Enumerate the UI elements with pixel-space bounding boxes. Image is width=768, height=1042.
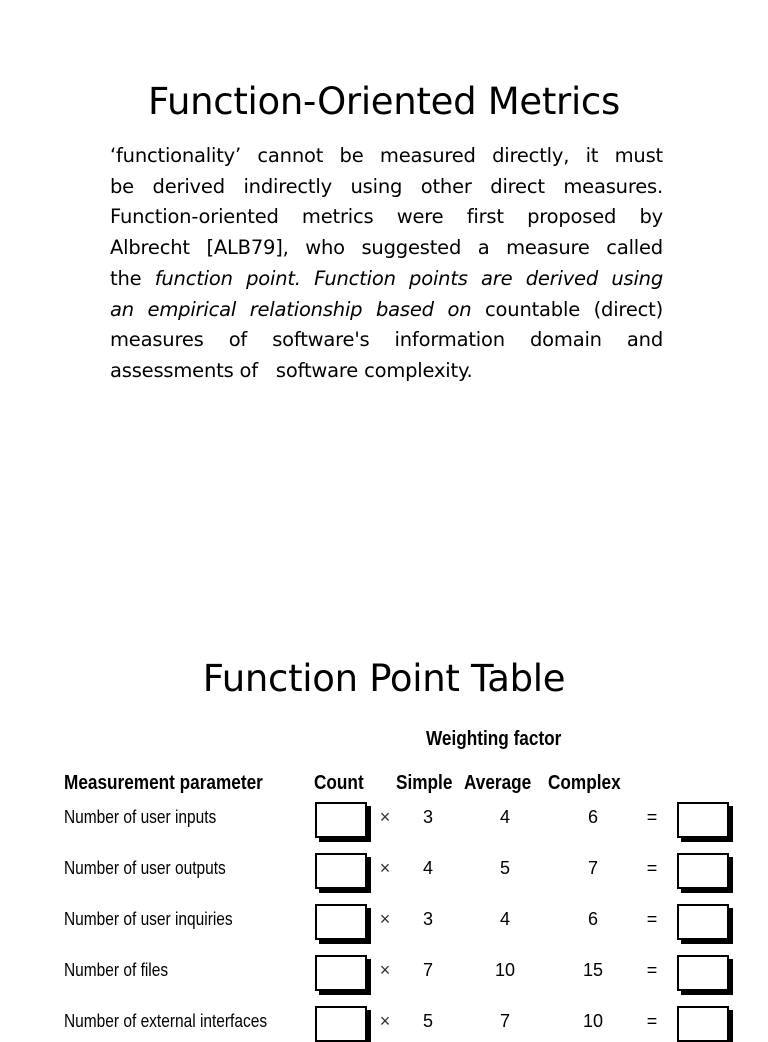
text-segment: ‘functionality’ cannot be measured directly, it must [110,144,663,167]
row-label: Number of user inputs [64,807,217,827]
paragraph-line [110,172,663,203]
text-segment: measures of software's information domain and [110,328,663,352]
count-input-box[interactable] [315,802,367,838]
complex-weight: 7 [587,858,598,878]
equals-symbol: = [646,807,658,827]
text-segment: the [110,266,155,290]
complex-weight: 10 [582,1011,604,1031]
simple-weight: 3 [422,909,433,929]
row-label: Number of external interfaces [64,1011,268,1031]
simple-weight: 4 [422,858,433,878]
paragraph-line [110,233,663,264]
row-label: Number of user inquiries [64,909,233,929]
average-weight: 4 [499,909,510,929]
complex-weight: 6 [587,807,598,827]
count-input-box[interactable] [315,853,367,889]
result-box[interactable] [677,853,729,889]
count-header: Count [314,772,364,794]
paragraph-line [110,141,663,172]
paragraph-line [110,264,663,295]
complex-header: Complex [548,772,621,794]
equals-symbol: = [646,909,658,929]
simple-weight: 3 [422,807,433,827]
average-weight: 4 [499,807,510,827]
times-symbol: × [379,1011,391,1031]
simple-weight: 5 [422,1011,433,1031]
result-box[interactable] [677,904,729,940]
text-segment: assessments of software complexity. [110,358,473,382]
average-weight: 10 [494,960,516,980]
slide-title: Function-Oriented Metrics [148,80,620,123]
italic-text: an empirical relationship based on [110,297,472,321]
result-box[interactable] [677,802,729,838]
text-segment: Function-oriented metrics were first proposed by [110,205,663,229]
simple-weight: 7 [422,960,433,980]
row-label: Number of user outputs [64,858,226,878]
weighting-factor-header: Weighting factor [426,728,562,750]
complex-weight: 6 [587,909,598,929]
text-segment: countable (direct) [471,297,663,321]
equals-symbol: = [646,960,658,980]
paragraph-line [110,325,663,356]
text-segment: be derived indirectly using other direct measures. [110,174,663,198]
count-input-box[interactable] [315,1006,367,1042]
simple-header: Simple [396,772,453,794]
complex-weight: 15 [582,960,604,980]
average-weight: 5 [499,858,510,878]
italic-text: function point. Function points are derived using [154,266,663,290]
measurement-parameter-header: Measurement parameter [64,772,263,794]
equals-symbol: = [646,1011,658,1031]
count-input-box[interactable] [315,955,367,991]
result-box[interactable] [677,1006,729,1042]
times-symbol: × [379,909,391,929]
average-weight: 7 [499,1011,510,1031]
average-header: Average [464,772,532,794]
paragraph-line [110,356,663,387]
row-label: Number of files [64,960,169,980]
times-symbol: × [379,807,391,827]
count-input-box[interactable] [315,904,367,940]
table-slide-title: Function Point Table [202,657,566,700]
times-symbol: × [379,960,391,980]
intro-paragraph [110,141,663,387]
result-box[interactable] [677,955,729,991]
paragraph-line [110,202,663,233]
times-symbol: × [379,858,391,878]
equals-symbol: = [646,858,658,878]
text-segment: Albrecht [ALB79], who suggested a measure called [110,236,663,260]
paragraph-line [110,295,663,326]
